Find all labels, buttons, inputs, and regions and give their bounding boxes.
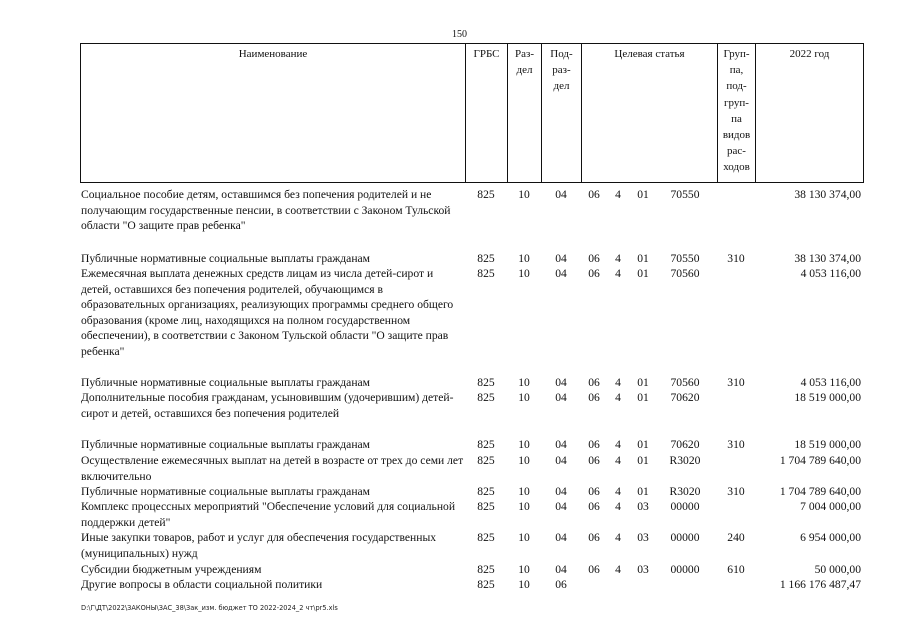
row-target-type: 4	[615, 391, 621, 404]
row-amount: 6 954 000,00	[800, 531, 861, 544]
row-amount: 4 053 116,00	[800, 267, 861, 280]
row-target-direction: 70550	[670, 188, 700, 201]
row-podrazdel: 04	[555, 500, 567, 513]
row-razdel: 10	[518, 531, 530, 544]
row-target-direction: 70550	[670, 252, 700, 265]
row-razdel: 10	[518, 454, 530, 467]
row-target-subprogram: 01	[637, 454, 649, 467]
row-amount: 38 130 374,00	[794, 188, 861, 201]
row-target-program: 06	[588, 438, 600, 451]
row-grbs: 825	[477, 531, 495, 544]
row-target-program: 06	[588, 188, 600, 201]
row-target-subprogram: 01	[637, 376, 649, 389]
row-name: Ежемесячная выплата денежных средств лицам из числа детей-сирот и детей, оставшихся без попечения родителей, обучающимся в образовательных организациях, реализующих программы среднего общего образования (кроме лиц, находящихся на полном государственном обеспечении), в соответствии с Законом Тульской области "О защите прав ребенка"	[81, 267, 454, 358]
row-razdel: 10	[518, 485, 530, 498]
row-name: Публичные нормативные социальные выплаты гражданам	[81, 438, 370, 451]
row-podrazdel: 04	[555, 438, 567, 451]
row-expense-type: 240	[727, 531, 745, 544]
row-target-subprogram: 01	[637, 438, 649, 451]
row-podrazdel: 04	[555, 391, 567, 404]
row-target-program: 06	[588, 267, 600, 280]
row-razdel: 10	[518, 188, 530, 201]
row-target-program: 06	[588, 485, 600, 498]
row-target-direction: 70560	[670, 267, 700, 280]
row-target-subprogram: 03	[637, 500, 649, 513]
row-amount: 4 053 116,00	[800, 376, 861, 389]
row-razdel: 10	[518, 391, 530, 404]
header-podrazdel: Под- раз- дел	[541, 43, 581, 183]
header-razdel: Раз- дел	[507, 43, 541, 183]
row-target-subprogram: 03	[637, 563, 649, 576]
row-razdel: 10	[518, 267, 530, 280]
row-target-type: 4	[615, 438, 621, 451]
row-podrazdel: 04	[555, 454, 567, 467]
row-target-direction: 70620	[670, 438, 700, 451]
row-name: Публичные нормативные социальные выплаты гражданам	[81, 376, 370, 389]
row-target-type: 4	[615, 267, 621, 280]
row-target-subprogram: 01	[637, 485, 649, 498]
row-target-direction: 70620	[670, 391, 700, 404]
row-amount: 1 704 789 640,00	[779, 454, 861, 467]
header-target: Целевая статья	[581, 43, 717, 183]
row-name: Социальное пособие детям, оставшимся без попечения родителей и не получающим государственные пенсии, в соответствии с Законом Тульской области "О защите прав ребенка"	[81, 188, 451, 232]
row-razdel: 10	[518, 578, 530, 591]
row-target-subprogram: 03	[637, 531, 649, 544]
row-grbs: 825	[477, 188, 495, 201]
row-podrazdel: 04	[555, 252, 567, 265]
row-target-type: 4	[615, 376, 621, 389]
row-target-type: 4	[615, 563, 621, 576]
row-name: Осуществление ежемесячных выплат на детей в возрасте от трех до семи лет включительно	[81, 454, 464, 483]
row-target-program: 06	[588, 500, 600, 513]
row-target-program: 06	[588, 454, 600, 467]
row-grbs: 825	[477, 485, 495, 498]
row-target-type: 4	[615, 500, 621, 513]
row-name: Публичные нормативные социальные выплаты гражданам	[81, 485, 370, 498]
row-name: Публичные нормативные социальные выплаты гражданам	[81, 252, 370, 265]
row-expense-type: 310	[727, 438, 745, 451]
row-name: Дополнительные пособия гражданам, усыновившим (удочерившим) детей-сирот и детей, оставшихся без попечения родителей	[81, 391, 454, 420]
row-target-direction: 70560	[670, 376, 700, 389]
row-razdel: 10	[518, 438, 530, 451]
row-target-program: 06	[588, 252, 600, 265]
row-target-program: 06	[588, 563, 600, 576]
row-razdel: 10	[518, 500, 530, 513]
header-vid: Груп- па, под- груп- па видов рас- ходов	[717, 43, 755, 183]
row-target-direction: 00000	[670, 563, 700, 576]
row-name: Иные закупки товаров, работ и услуг для обеспечения государственных (муниципальных) нужд	[81, 531, 437, 560]
page-number: 150	[452, 29, 467, 40]
row-target-subprogram: 01	[637, 188, 649, 201]
row-podrazdel: 04	[555, 531, 567, 544]
row-amount: 50 000,00	[814, 563, 861, 576]
row-amount: 38 130 374,00	[794, 252, 861, 265]
row-target-type: 4	[615, 188, 621, 201]
row-podrazdel: 04	[555, 267, 567, 280]
header-name: Наименование	[80, 43, 465, 183]
row-grbs: 825	[477, 578, 495, 591]
row-target-program: 06	[588, 391, 600, 404]
row-razdel: 10	[518, 563, 530, 576]
row-grbs: 825	[477, 252, 495, 265]
file-path-footer: D:\Г\ДТ\2022\ЗАКОНЫ\ЗАС_38\Зак_изм. бюджет ТО 2022-2024_2 чт\pr5.xls	[81, 604, 338, 612]
row-name: Субсидии бюджетным учреждениям	[81, 563, 262, 576]
row-name: Другие вопросы в области социальной политики	[81, 578, 323, 591]
row-grbs: 825	[477, 454, 495, 467]
row-target-subprogram: 01	[637, 391, 649, 404]
row-grbs: 825	[477, 267, 495, 280]
row-target-subprogram: 01	[637, 252, 649, 265]
row-expense-type: 310	[727, 252, 745, 265]
row-target-direction: 00000	[670, 531, 700, 544]
row-podrazdel: 06	[555, 578, 567, 591]
row-razdel: 10	[518, 252, 530, 265]
row-grbs: 825	[477, 376, 495, 389]
row-amount: 18 519 000,00	[794, 391, 861, 404]
row-target-type: 4	[615, 252, 621, 265]
row-target-program: 06	[588, 376, 600, 389]
row-amount: 1 166 176 487,47	[779, 578, 861, 591]
row-name: Комплекс процессных мероприятий "Обеспечение условий для социальной поддержки детей"	[81, 500, 456, 529]
row-grbs: 825	[477, 391, 495, 404]
row-grbs: 825	[477, 438, 495, 451]
row-podrazdel: 04	[555, 376, 567, 389]
row-target-subprogram: 01	[637, 267, 649, 280]
row-target-direction: R3020	[669, 454, 701, 467]
row-expense-type: 310	[727, 376, 745, 389]
row-target-type: 4	[615, 454, 621, 467]
header-year: 2022 год	[755, 43, 864, 183]
row-target-type: 4	[615, 485, 621, 498]
row-grbs: 825	[477, 500, 495, 513]
row-target-program: 06	[588, 531, 600, 544]
row-razdel: 10	[518, 376, 530, 389]
header-grbs: ГРБС	[465, 43, 507, 183]
row-podrazdel: 04	[555, 563, 567, 576]
row-podrazdel: 04	[555, 188, 567, 201]
row-target-type: 4	[615, 531, 621, 544]
row-expense-type: 610	[727, 563, 745, 576]
row-podrazdel: 04	[555, 485, 567, 498]
row-expense-type: 310	[727, 485, 745, 498]
row-amount: 7 004 000,00	[800, 500, 861, 513]
row-grbs: 825	[477, 563, 495, 576]
row-target-direction: 00000	[670, 500, 700, 513]
row-amount: 18 519 000,00	[794, 438, 861, 451]
row-target-direction: R3020	[669, 485, 701, 498]
row-amount: 1 704 789 640,00	[779, 485, 861, 498]
